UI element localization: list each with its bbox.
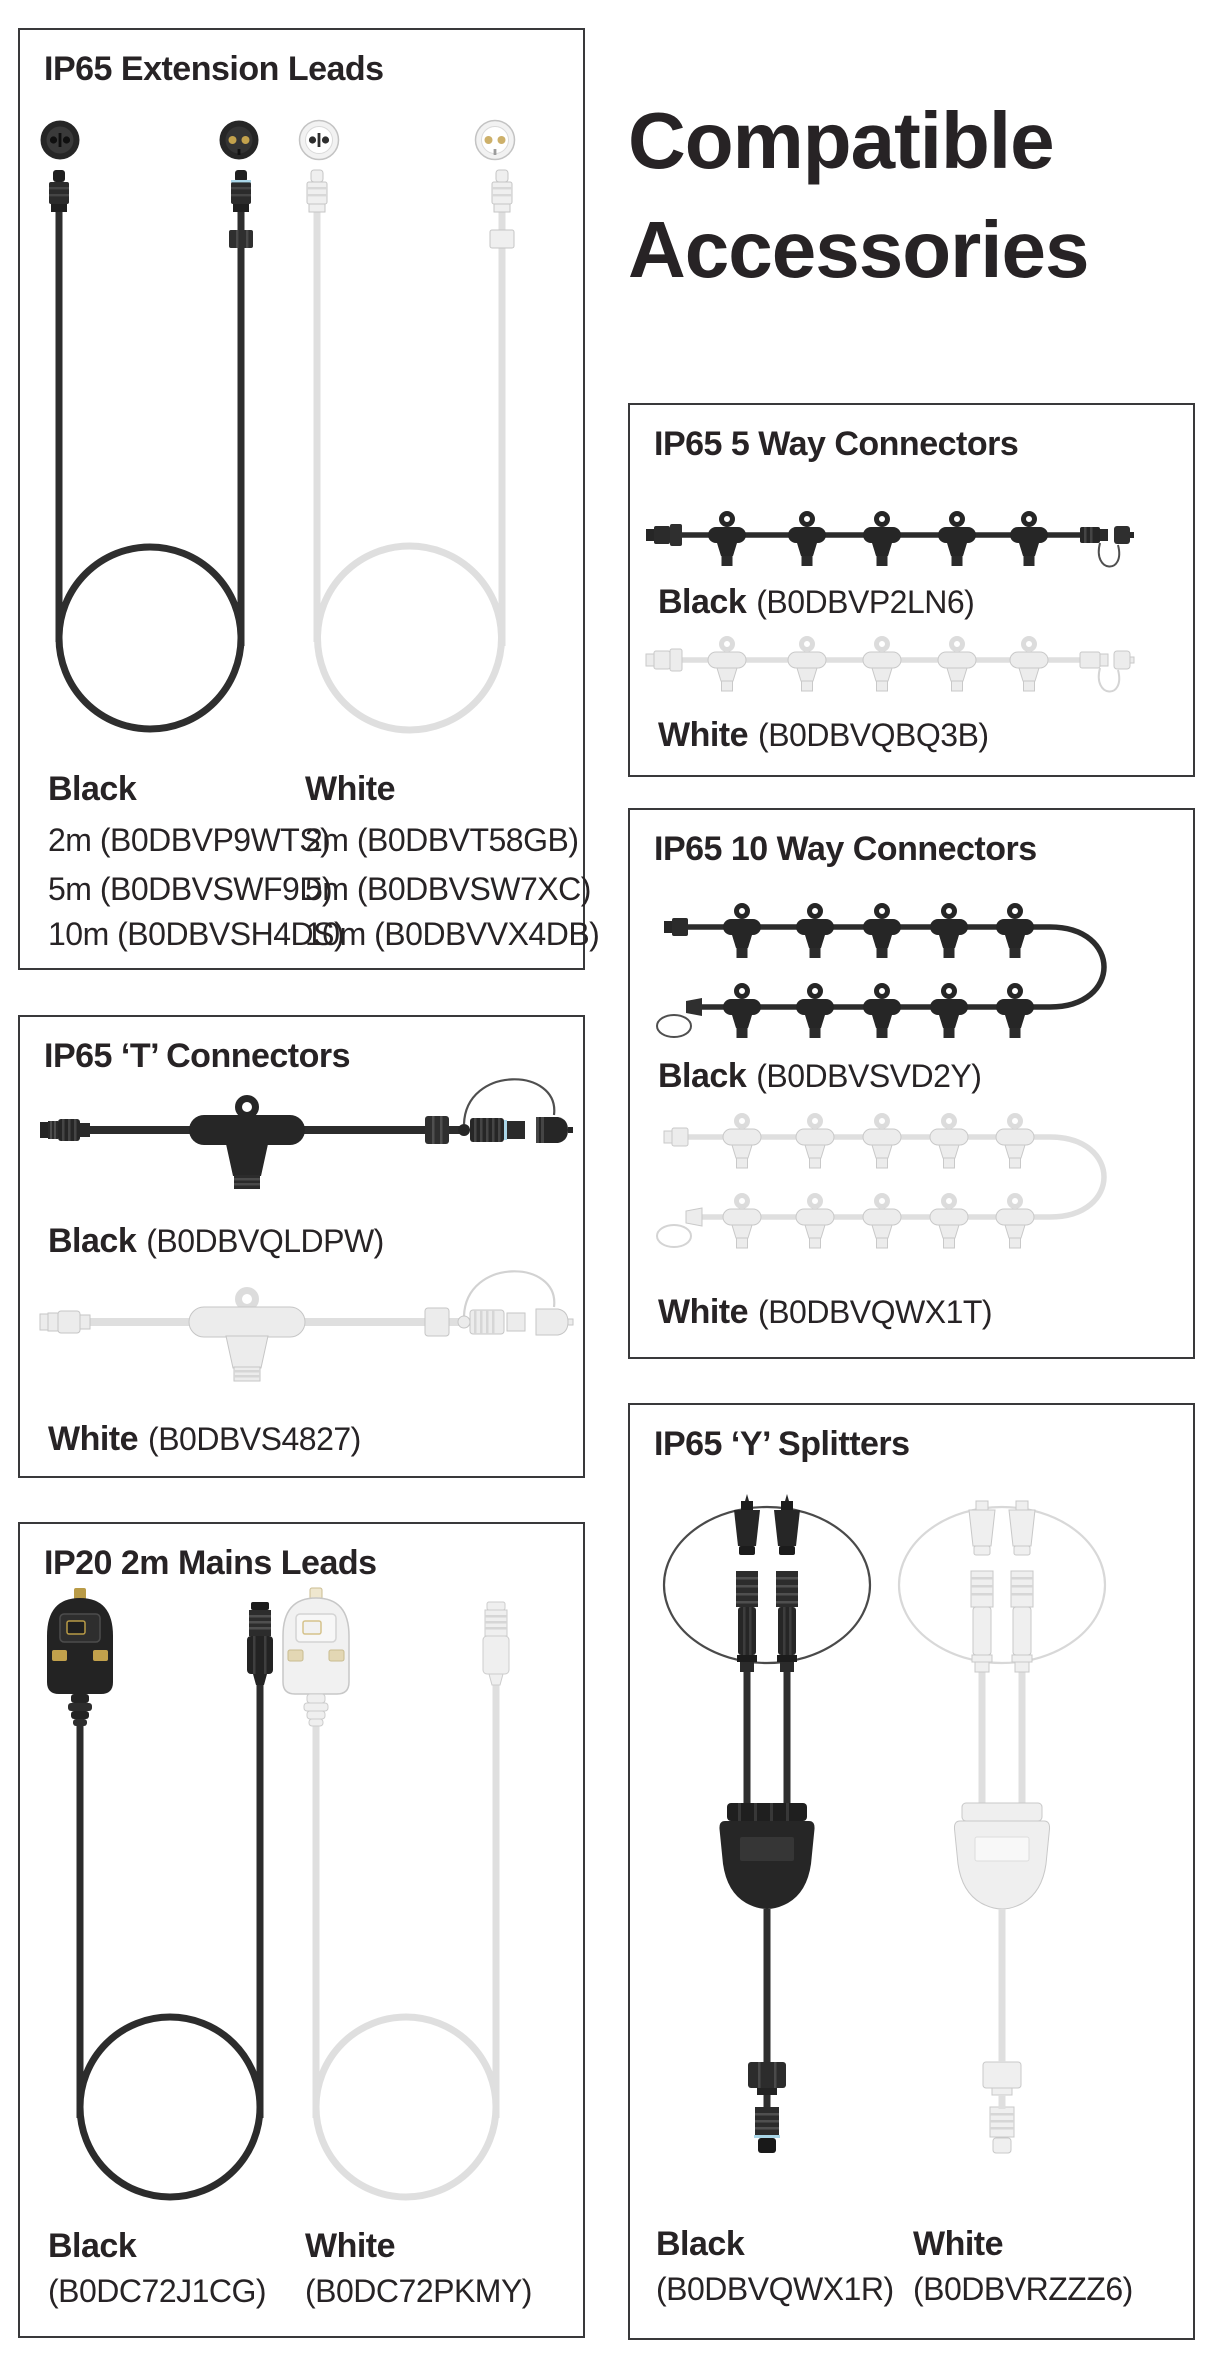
black-y-splitter: [664, 1494, 870, 2153]
section-title-mains-leads: IP20 2m Mains Leads: [44, 1544, 377, 1582]
section-y-splitters: [628, 1403, 1195, 2340]
variant-code-black: (B0DBVQWX1R): [656, 2271, 894, 2307]
sku-black-10m: 10m (B0DBVSH4DS): [48, 916, 345, 952]
section-mains-leads: [18, 1522, 585, 2338]
variant-line-white: [658, 716, 989, 755]
variant-code-white: (B0DBVS4827): [148, 1421, 361, 1457]
variant-line-black: [658, 583, 974, 622]
variant-label-white: White: [913, 2225, 1004, 2263]
variant-line-black: [658, 1057, 981, 1096]
black-socket-face-icon: [41, 121, 80, 160]
black-mains-lead: [47, 1588, 273, 2197]
white-t-connector: [40, 1271, 573, 1381]
variant-label-white: White: [658, 1293, 749, 1331]
white-mains-lead: [283, 1588, 509, 2197]
variant-label-black: Black: [658, 1057, 747, 1095]
variant-label-white: White: [48, 1420, 139, 1458]
variant-label-white: White: [658, 716, 749, 754]
page-title: [628, 86, 1088, 304]
section-title-t-connectors: IP65 ‘T’ Connectors: [44, 1037, 351, 1075]
mains-leads-illustration: [20, 1524, 583, 2336]
black-extension-lead: [49, 170, 253, 729]
black-t-connector: [40, 1079, 573, 1189]
section-ten-way-connectors: [628, 808, 1195, 1359]
white-ten-way-connector: [657, 1116, 1104, 1249]
black-ten-way-connector: [657, 906, 1104, 1039]
variant-label-black: Black: [48, 2227, 137, 2265]
variant-code-black: (B0DBVP2LN6): [756, 584, 975, 620]
section-title-five-way: IP65 5 Way Connectors: [654, 425, 1019, 463]
variant-code-white: (B0DBVQBQ3B): [758, 717, 989, 753]
section-five-way-connectors: [628, 403, 1195, 777]
white-five-way-connector: [646, 639, 1134, 692]
variant-label-black: Black: [658, 583, 747, 621]
sku-black-2m: 2m (B0DBVP9WTS): [48, 822, 331, 858]
variant-line-white: [48, 1420, 361, 1459]
section-title-extension-leads: IP65 Extension Leads: [44, 50, 384, 88]
variant-line-black: [48, 1222, 384, 1261]
white-socket-face-icon: [300, 121, 339, 160]
section-title-y-splitters: IP65 ‘Y’ Splitters: [654, 1425, 910, 1463]
y-splitters-illustration: [630, 1405, 1193, 2338]
variant-label-black: Black: [48, 1222, 137, 1260]
variant-label-black: Black: [48, 770, 137, 808]
section-title-ten-way: IP65 10 Way Connectors: [654, 830, 1037, 868]
variant-label-white: White: [305, 770, 396, 808]
variant-code-white: (B0DC72PKMY): [305, 2273, 532, 2309]
sku-white-2m: 2m (B0DBVT58GB): [305, 822, 579, 858]
page-title-line2: Accessories: [628, 205, 1089, 294]
sku-white-10m: 10m (B0DBVVX4DB): [305, 916, 600, 952]
variant-code-black: (B0DC72J1CG): [48, 2273, 267, 2309]
white-pin-face-icon: [476, 121, 515, 160]
variant-code-white: (B0DBVRZZZ6): [913, 2271, 1133, 2307]
section-t-connectors: [18, 1015, 585, 1478]
variant-code-black: (B0DBVSVD2Y): [756, 1058, 982, 1094]
variant-label-black: Black: [656, 2225, 745, 2263]
black-five-way-connector: [646, 514, 1134, 567]
page-title-line1: Compatible: [628, 96, 1054, 185]
section-extension-leads: [18, 28, 600, 970]
sku-black-5m: 5m (B0DBVSWF9D): [48, 871, 333, 907]
black-pin-face-icon: [220, 121, 259, 160]
variant-line-white: [658, 1293, 992, 1332]
variant-code-white: (B0DBVQWX1T): [758, 1294, 993, 1330]
variant-label-white: White: [305, 2227, 396, 2265]
white-y-splitter: [899, 1501, 1105, 2153]
variant-code-black: (B0DBVQLDPW): [146, 1223, 384, 1259]
white-extension-lead: [307, 170, 514, 730]
sku-white-5m: 5m (B0DBVSW7XC): [305, 871, 591, 907]
